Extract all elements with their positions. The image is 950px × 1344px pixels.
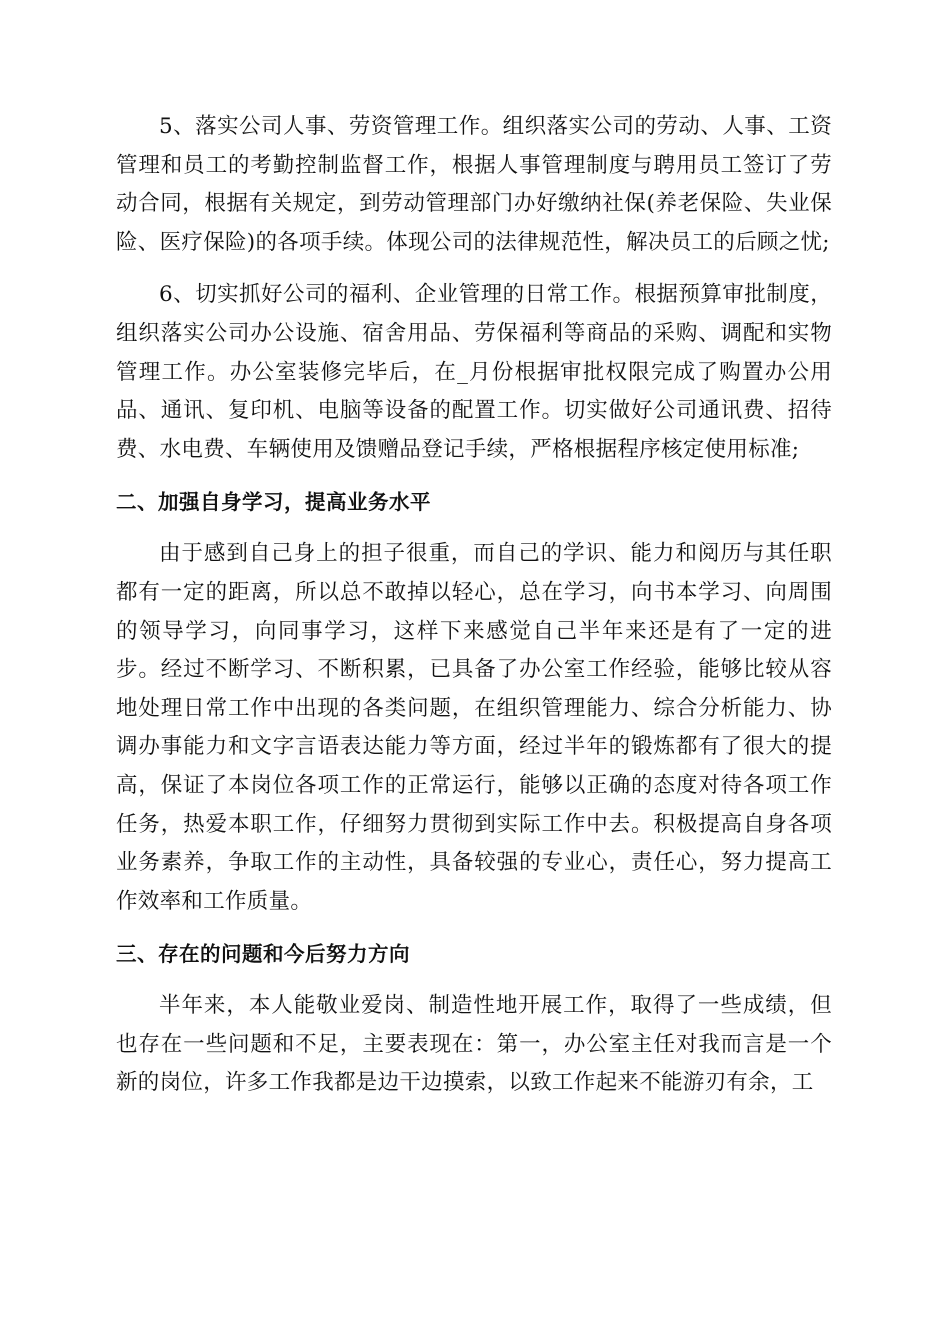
section-heading-self-study: 二、加强自身学习，提高业务水平 bbox=[116, 490, 431, 515]
paragraph-personnel-labor: 5、落实公司人事、劳资管理工作。组织落实公司的劳动、人事、工资管理和员工的考勤控制监督工作，根据人事管理制度与聘用员工签订了劳动合同，根据有关规定，到劳动管理部门办好缴纳社保(养老保险、失业保险、医疗保险)的各项手续。体现公司的法律规范性，解决员工的后顾之忧; bbox=[116, 114, 832, 255]
paragraph-welfare-management: 6、切实抓好公司的福利、企业管理的日常工作。根据预算审批制度，组织落实公司办公设施、宿舍用品、劳保福利等商品的采购、调配和实物管理工作。办公室装修完毕后，在_月份根据审批权限完成了购置办公用品、通讯、复印机、电脑等设备的配置工作。切实做好公司通讯费、招待费、水电费、车辆使用及馈赠品登记手续，严格根据程序核定使用标准; bbox=[116, 282, 832, 462]
document-body bbox=[116, 108, 832, 1103]
paragraph-self-study: 由于感到自己身上的担子很重，而自己的学识、能力和阅历与其任职都有一定的距离，所以总不敢掉以轻心，总在学习，向书本学习、向周围的领导学习，向同事学习，这样下来感觉自己半年来还是有了一定的进步。经过不断学习、不断积累，已具备了办公室工作经验，能够比较从容地处理日常工作中出现的各类问题，在组织管理能力、综合分析能力、协调办事能力和文字言语表达能力等方面，经过半年的锻炼都有了很大的提高，保证了本岗位各项工作的正常运行，能够以正确的态度对待各项工作任务，热爱本职工作，仔细努力贯彻到实际工作中去。积极提高自身各项业务素养，争取工作的主动性，具备较强的专业心，责任心，努力提高工作效率和工作质量。 bbox=[116, 541, 832, 914]
paragraph-problems: 半年来，本人能敬业爱岗、制造性地开展工作，取得了一些成绩，但也存在一些问题和不足，主要表现在：第一，办公室主任对我而言是一个新的岗位，许多工作我都是边干边摸索，以致工作起来不能游刃有余，工 bbox=[116, 993, 832, 1096]
section-heading-problems: 三、存在的问题和今后努力方向 bbox=[116, 942, 410, 967]
